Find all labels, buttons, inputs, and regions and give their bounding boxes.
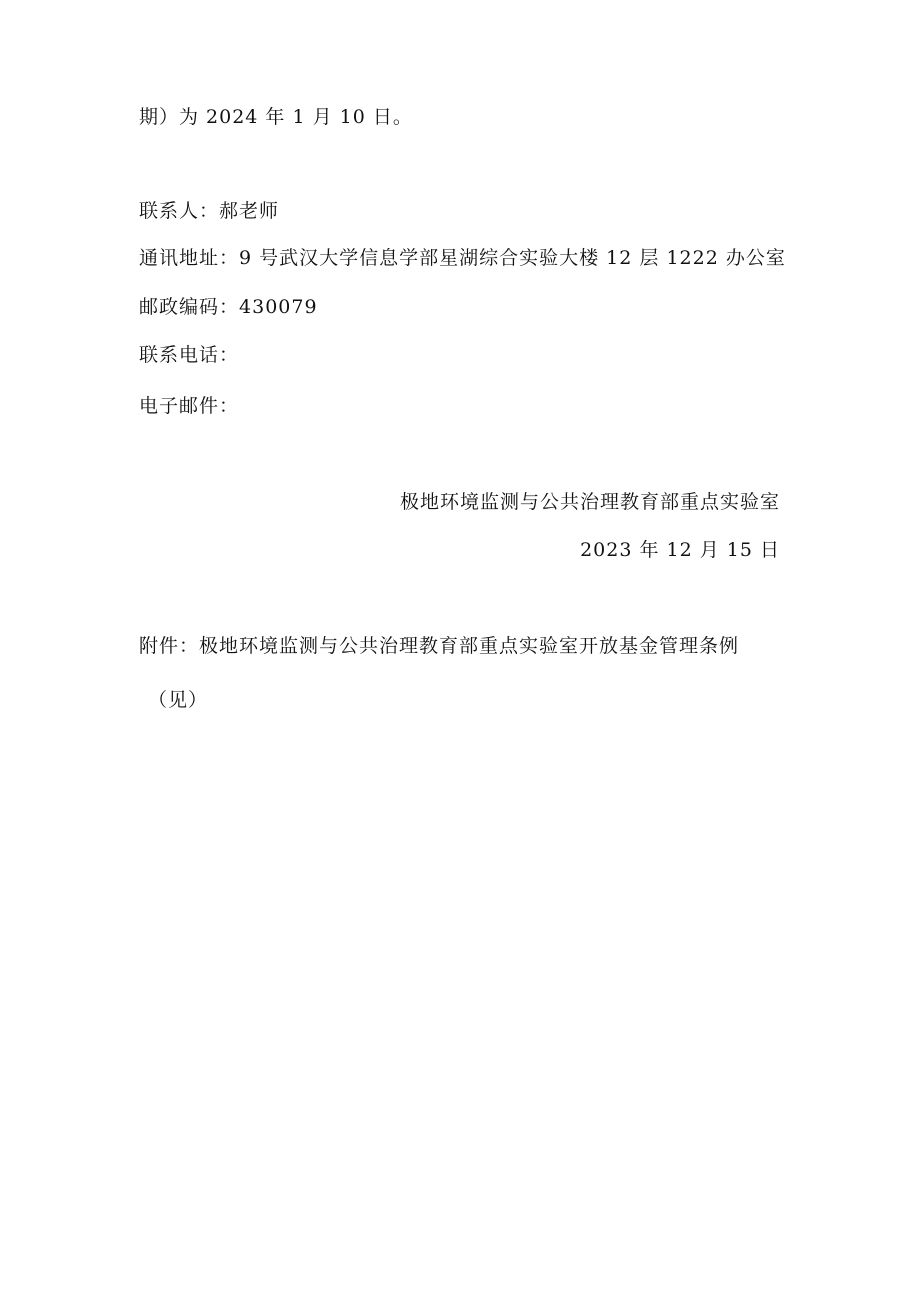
- postcode-label: 邮政编码：: [139, 296, 240, 318]
- attachment-note: （见）: [148, 689, 209, 711]
- attachment-row: [139, 633, 739, 659]
- attachment-title: 极地环境监测与公共治理教育部重点实验室开放基金管理条例: [199, 635, 740, 657]
- phone-label: 联系电话：: [139, 344, 240, 366]
- email-label: 电子邮件：: [139, 395, 240, 417]
- contact-person-value: 郝老师: [219, 200, 280, 222]
- deadline-text: 期）为 2024 年 1 月 10 日。: [139, 106, 413, 128]
- signature-organization: 极地环境监测与公共治理教育部重点实验室: [399, 491, 780, 513]
- signature-date: 2023 年 12 月 15 日: [580, 539, 780, 561]
- email-row: [139, 393, 239, 419]
- postcode-row: [139, 294, 318, 320]
- phone-row: [139, 342, 239, 368]
- contact-person-label: 联系人：: [139, 200, 220, 222]
- address-row: [139, 245, 786, 271]
- address-label: 通讯地址：: [139, 247, 240, 269]
- attachment-label: 附件：: [139, 635, 200, 657]
- address-value: 9 号武汉大学信息学部星湖综合实验大楼 12 层 1222 办公室: [239, 247, 786, 269]
- contact-person-row: [139, 198, 279, 224]
- postcode-value: 430079: [239, 296, 318, 318]
